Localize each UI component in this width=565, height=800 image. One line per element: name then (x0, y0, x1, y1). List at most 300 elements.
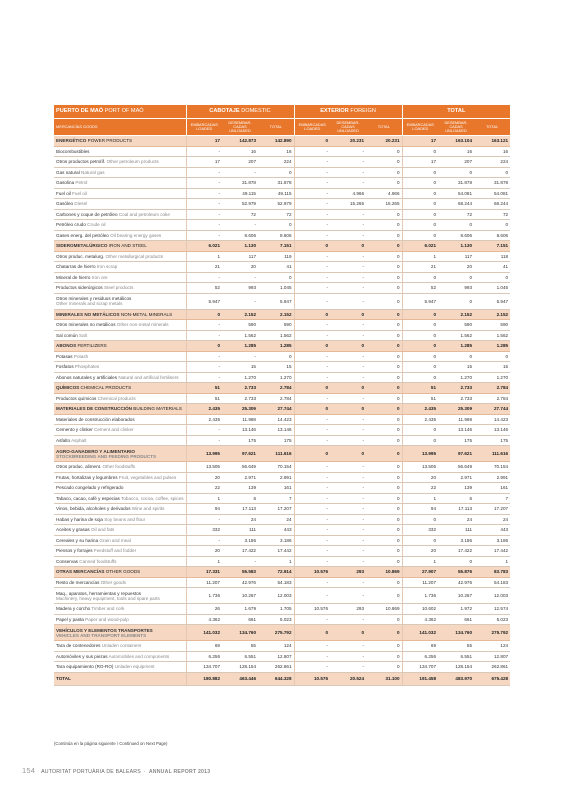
cell-value: 15 (222, 362, 258, 373)
table-row (54, 330, 510, 341)
row-label: Papel y pasta Paper and wood-pulp (54, 614, 186, 625)
table-row (54, 504, 510, 515)
cell-value: - (294, 372, 330, 383)
category-row (54, 383, 510, 394)
cell-value: - (330, 167, 366, 178)
cell-value: 4.362 (186, 614, 222, 625)
cell-value: - (294, 251, 330, 262)
cell-value: 13.146 (438, 425, 474, 436)
cell-value: 207 (438, 157, 474, 168)
cell-value: - (294, 588, 330, 604)
cell-value: 10.267 (438, 588, 474, 604)
row-label: Mineral de hierro Iron ore (54, 272, 186, 283)
cell-value: 6.256 (402, 651, 438, 662)
cell-value: 51 (186, 383, 222, 394)
cell-value: 0 (366, 446, 402, 462)
cell-value: 97.621 (438, 446, 474, 462)
cell-value: 4.966 (330, 188, 366, 199)
cell-value: 142.890 (258, 136, 294, 147)
cell-value: 17 (186, 157, 222, 168)
goods-traffic-table (54, 105, 510, 686)
cell-value: 0 (366, 241, 402, 252)
cell-value: 2.991 (258, 472, 294, 483)
cell-value: 1 (258, 556, 294, 567)
category-row (54, 309, 510, 320)
cell-value: 0 (402, 178, 438, 189)
table-row (54, 588, 510, 604)
cell-value: 0 (366, 425, 402, 436)
cell-value: 0 (366, 641, 402, 652)
cell-value: 55.876 (438, 567, 474, 578)
cell-value: 993 (438, 283, 474, 294)
cell-value: 0 (366, 209, 402, 220)
cell-value: 20 (402, 472, 438, 483)
cell-value: 55 (438, 641, 474, 652)
total-value: 20.524 (330, 672, 366, 685)
cell-value: - (294, 272, 330, 283)
cell-value: 2.991 (474, 472, 510, 483)
cell-value: 262.861 (474, 662, 510, 673)
cell-value: 16 (258, 146, 294, 157)
cell-value: 0 (474, 167, 510, 178)
cell-value: 0 (366, 662, 402, 673)
cell-value: 0 (366, 483, 402, 494)
table-row (54, 546, 510, 557)
row-label: Conservas Canned foodstuffs (54, 556, 186, 567)
cell-value: - (294, 199, 330, 210)
cell-value: 0 (402, 514, 438, 525)
cell-value: 68.244 (474, 199, 510, 210)
cell-value: 1.045 (474, 283, 510, 294)
cell-value: 117 (438, 251, 474, 262)
cell-value: 0 (402, 220, 438, 231)
cell-value: 0 (294, 241, 330, 252)
cell-value: 0 (402, 535, 438, 546)
cell-value: 15.265 (366, 199, 402, 210)
cell-value: - (222, 293, 258, 309)
cell-value: 2.971 (222, 472, 258, 483)
cell-value: 68.244 (438, 199, 474, 210)
cell-value: 0 (438, 167, 474, 178)
cell-value: 2.733 (438, 393, 474, 404)
row-label: Maq., aparatos, herramientas y repuestos Machinery, heavy equipment, tools and spare parts (54, 588, 186, 604)
cell-value: - (186, 230, 222, 241)
cell-value: 2.784 (474, 383, 510, 394)
cell-value: - (330, 556, 366, 567)
cell-value: 49.115 (222, 188, 258, 199)
row-label: Chatarras de hierro Iron scrap (54, 262, 186, 273)
cell-value: 0 (258, 351, 294, 362)
row-label: Gas natural Natural gas (54, 167, 186, 178)
row-label: MATERIALES DE CONSTRUCCIÓN BUILDING MATERIALS (54, 404, 186, 415)
cell-value: 5.947 (402, 293, 438, 309)
cell-value: 1 (402, 251, 438, 262)
cell-value: 1 (186, 493, 222, 504)
cell-value: 17 (402, 157, 438, 168)
cell-value: - (222, 556, 258, 567)
table-row (54, 293, 510, 309)
cell-value: 1.736 (402, 588, 438, 604)
cell-value: 0 (402, 362, 438, 373)
cell-value: - (186, 362, 222, 373)
cell-value: 0 (366, 309, 402, 320)
row-label: Carbones y coque de petróleo Coal and petroleum coke (54, 209, 186, 220)
cell-value: 24 (258, 514, 294, 525)
cell-value: 26 (186, 604, 222, 615)
cell-value: - (186, 188, 222, 199)
cell-value: 17.422 (438, 546, 474, 557)
cell-value: 11.988 (438, 414, 474, 425)
cell-value: - (330, 209, 366, 220)
cell-value: 25.309 (222, 404, 258, 415)
row-label: Frutas, hortalizas y legumbres Fruit, vegetables and pulses (54, 472, 186, 483)
row-label: Materiales de construcción elaborados (54, 414, 186, 425)
cell-value: 293 (330, 567, 366, 578)
table-row (54, 614, 510, 625)
cell-value: - (330, 614, 366, 625)
cell-value: 5.947 (258, 293, 294, 309)
cell-value: 1.130 (222, 241, 258, 252)
cell-value: 7.151 (258, 241, 294, 252)
category-row (54, 625, 510, 641)
cell-value: 6.256 (186, 651, 222, 662)
cell-value: 0 (366, 157, 402, 168)
cell-value: 94 (186, 504, 222, 515)
cell-value: - (330, 230, 366, 241)
cell-value: 993 (222, 283, 258, 294)
cell-value: 1.562 (474, 330, 510, 341)
table-row (54, 525, 510, 536)
group-total: TOTAL (402, 105, 510, 119)
row-label: Biocombustibles (54, 146, 186, 157)
table-row (54, 462, 510, 473)
table-row (54, 577, 510, 588)
cell-value: 83.783 (474, 567, 510, 578)
cell-value: 163.121 (474, 136, 510, 147)
cell-value: 6 (222, 493, 258, 504)
cell-value: 134.707 (402, 662, 438, 673)
cell-value: 224 (258, 157, 294, 168)
cell-value: - (186, 199, 222, 210)
cell-value: 0 (330, 383, 366, 394)
cell-value: - (330, 535, 366, 546)
cell-value: 52 (186, 283, 222, 294)
column-header: DESEMBAR-CADAS UNLOADED (330, 119, 366, 136)
cell-value: 1.285 (222, 341, 258, 352)
cell-value: 332 (186, 525, 222, 536)
cell-value: 94 (402, 504, 438, 515)
cell-value: 54.081 (474, 188, 510, 199)
row-label: SIDEROMETALÚRGICO IRON AND STEEL (54, 241, 186, 252)
cell-value: 0 (366, 614, 402, 625)
cell-value: 42.976 (438, 577, 474, 588)
row-label: AGRO-GANADERO Y ALIMENTARIO STOCKBREEDING AND FEEDING PRODUCTS (54, 446, 186, 462)
cell-value: 2.733 (222, 393, 258, 404)
cell-value: - (294, 293, 330, 309)
table-row (54, 514, 510, 525)
cell-value: 11.207 (402, 577, 438, 588)
table-row (54, 493, 510, 504)
cell-value: 0 (366, 393, 402, 404)
row-label: Resto de mercancías Other goods (54, 577, 186, 588)
cell-value: 54.081 (438, 188, 474, 199)
cell-value: 139 (222, 483, 258, 494)
group-domestic: CABOTAJE DOMESTIC (186, 105, 294, 119)
row-label: OTRAS MERCANCÍAS OTHER GOODS (54, 567, 186, 578)
cell-value: 207 (222, 157, 258, 168)
column-header: TOTAL (366, 119, 402, 136)
cell-value: 1.736 (186, 588, 222, 604)
table-row (54, 157, 510, 168)
cell-value: - (222, 167, 258, 178)
cell-value: - (186, 435, 222, 446)
cell-value: 141.032 (186, 625, 222, 641)
cell-value: 0 (402, 188, 438, 199)
cell-value: 590 (222, 320, 258, 331)
cell-value: - (330, 525, 366, 536)
total-row (54, 672, 510, 685)
cell-value: - (294, 462, 330, 473)
cell-value: 0 (366, 220, 402, 231)
cell-value: - (294, 262, 330, 273)
cell-value: 0 (402, 341, 438, 352)
table-row (54, 641, 510, 652)
cell-value: 17.207 (258, 504, 294, 515)
cell-value: 1.705 (258, 604, 294, 615)
cell-value: 134.760 (438, 625, 474, 641)
cell-value: 0 (402, 309, 438, 320)
cell-value: 128.154 (438, 662, 474, 673)
category-row (54, 567, 510, 578)
cell-value: 0 (438, 220, 474, 231)
cell-value: 17 (186, 136, 222, 147)
cell-value: 0 (294, 446, 330, 462)
cell-value: 12.807 (474, 651, 510, 662)
category-row (54, 341, 510, 352)
cell-value: 17 (402, 136, 438, 147)
cell-value: 2.152 (438, 309, 474, 320)
cell-value: 4.362 (402, 614, 438, 625)
cell-value: 14.423 (474, 414, 510, 425)
cell-value: 443 (258, 525, 294, 536)
cell-value: 134.707 (186, 662, 222, 673)
cell-value: 51 (402, 383, 438, 394)
cell-value: - (330, 393, 366, 404)
cell-value: 17.113 (222, 504, 258, 515)
cell-value: 17.442 (258, 546, 294, 557)
port-title: PUERTO DE MAÓ PORT OF MAÓ (54, 105, 186, 119)
cell-value: - (330, 220, 366, 231)
cell-value: 0 (366, 262, 402, 273)
row-label: Potasas Potash (54, 351, 186, 362)
column-header: EMBARCADAS LOADED (294, 119, 330, 136)
row-label: Aceites y grasas Oil and fats (54, 525, 186, 536)
cell-value: 1.130 (438, 241, 474, 252)
cell-value: 0 (366, 330, 402, 341)
cell-value: - (330, 504, 366, 515)
category-row (54, 404, 510, 415)
cell-value: - (294, 662, 330, 673)
total-value: 675.428 (474, 672, 510, 685)
cell-value: 0 (402, 209, 438, 220)
cell-value: 0 (258, 220, 294, 231)
cell-value: 4.966 (366, 188, 402, 199)
page-number: 154 (22, 766, 36, 775)
cell-value: 0 (402, 330, 438, 341)
cell-value: 55.583 (222, 567, 258, 578)
cell-value: - (186, 320, 222, 331)
cell-value: 3.186 (438, 535, 474, 546)
cell-value: 21 (186, 262, 222, 273)
cell-value: - (330, 641, 366, 652)
total-value: 10.576 (294, 672, 330, 685)
row-label: Gases energ. del petróleo Oil bearing energy gases (54, 230, 186, 241)
cell-value: - (330, 462, 366, 473)
category-row (54, 241, 510, 252)
cell-value: 2.435 (402, 414, 438, 425)
cell-value: 0 (474, 351, 510, 362)
cell-value: 31.878 (222, 178, 258, 189)
cell-value: - (330, 662, 366, 673)
cell-value: 2.733 (222, 383, 258, 394)
cell-value: 24 (222, 514, 258, 525)
cell-value: 72 (438, 209, 474, 220)
cell-value: 0 (330, 446, 366, 462)
cell-value: 0 (366, 462, 402, 473)
cell-value: 0 (438, 272, 474, 283)
cell-value: - (222, 351, 258, 362)
row-label: Productos químicos Chemical products (54, 393, 186, 404)
cell-value: 10.576 (294, 567, 330, 578)
cell-value: 590 (438, 320, 474, 331)
cell-value: 31.878 (258, 178, 294, 189)
page-footer: 154 AUTORITAT PORTUÀRIA DE BALEARS · ANNUAL REPORT 2013 (22, 766, 211, 775)
cell-value: 25.309 (438, 404, 474, 415)
row-label: Piensos y forrajes Feedstuff and fodder (54, 546, 186, 557)
cell-value: 111 (438, 525, 474, 536)
row-label: ABONOS FERTILIZERS (54, 341, 186, 352)
cell-value: 20 (222, 262, 258, 273)
cell-value: 161 (474, 483, 510, 494)
cell-value: - (330, 157, 366, 168)
cell-value: 17.207 (474, 504, 510, 515)
cell-value: - (294, 230, 330, 241)
cell-value: 119 (258, 251, 294, 262)
cell-value: 52 (402, 283, 438, 294)
cell-value: 0 (366, 588, 402, 604)
cell-value: - (294, 362, 330, 373)
cell-value: 293 (330, 604, 366, 615)
cell-value: 0 (366, 493, 402, 504)
cell-value: 111 (222, 525, 258, 536)
cell-value: - (294, 167, 330, 178)
cell-value: 2.971 (438, 472, 474, 483)
cell-value: 7 (258, 493, 294, 504)
cell-value: 20 (186, 546, 222, 557)
cell-value: 11.988 (222, 414, 258, 425)
cell-value: 16 (222, 146, 258, 157)
cell-value: - (294, 330, 330, 341)
cell-value: 0 (294, 404, 330, 415)
cell-value: 0 (366, 372, 402, 383)
cell-value: 16 (438, 146, 474, 157)
cell-value: 55 (222, 641, 258, 652)
cell-value: 661 (438, 614, 474, 625)
table-row (54, 425, 510, 436)
row-label: MINERALES NO METÁLICOS NON-METAL MINERALS (54, 309, 186, 320)
cell-value: - (330, 493, 366, 504)
cell-value: 27.907 (402, 567, 438, 578)
column-header: TOTAL (474, 119, 510, 136)
cell-value: 0 (294, 625, 330, 641)
cell-value: 124 (474, 641, 510, 652)
cell-value: 175 (258, 435, 294, 446)
cell-value: 163.104 (438, 136, 474, 147)
cell-value: 13.146 (222, 425, 258, 436)
cell-value: - (330, 435, 366, 446)
cell-value: 15 (474, 362, 510, 373)
cell-value: 0 (366, 351, 402, 362)
cell-value: 31.878 (438, 178, 474, 189)
row-label: Otros minerales y residuos metálicos Other minerals and scrap metals (54, 293, 186, 309)
cell-value: - (330, 351, 366, 362)
cell-value: 12.807 (258, 651, 294, 662)
row-label: QUÍMICOS CHEMICAL PRODUCTS (54, 383, 186, 394)
cell-value: 1 (186, 556, 222, 567)
cell-value: - (222, 220, 258, 231)
row-label: Otros produc. aliment. Other foodstuffs (54, 462, 186, 473)
column-header: DESEMBAR-CADAS UNLOADED (438, 119, 474, 136)
cell-value: 161 (258, 483, 294, 494)
cell-value: - (294, 556, 330, 567)
table-row (54, 262, 510, 273)
cell-value: 0 (438, 351, 474, 362)
cell-value: 0 (258, 167, 294, 178)
cell-value: 0 (366, 320, 402, 331)
cell-value: 10.869 (366, 604, 402, 615)
cell-value: 0 (366, 146, 402, 157)
cell-value: 8.606 (258, 230, 294, 241)
cell-value: 275.792 (258, 625, 294, 641)
cell-value: 175 (222, 435, 258, 446)
cell-value: 0 (330, 404, 366, 415)
cell-value: - (294, 393, 330, 404)
row-label: Habas y harina de soja Soy beans and flour (54, 514, 186, 525)
cell-value: - (294, 504, 330, 515)
cell-value: 1.285 (474, 341, 510, 352)
cell-value: 5.947 (474, 293, 510, 309)
cell-value: 20 (186, 472, 222, 483)
cell-value: 97.621 (222, 446, 258, 462)
cell-value: - (330, 362, 366, 373)
table-header-groups (54, 105, 510, 119)
report-name: ANNUAL REPORT 2013 (148, 769, 211, 775)
cell-value: - (186, 167, 222, 178)
cell-value: - (294, 525, 330, 536)
cell-value: 0 (366, 546, 402, 557)
cell-value: 0 (366, 251, 402, 262)
cell-value: 0 (366, 556, 402, 567)
cell-value: 7 (474, 493, 510, 504)
cell-value: - (294, 414, 330, 425)
cell-value: - (294, 435, 330, 446)
row-label: Fuel oil Fuel oil (54, 188, 186, 199)
table-row (54, 209, 510, 220)
cell-value: 5.023 (258, 614, 294, 625)
cell-value: 2.435 (402, 404, 438, 415)
cell-value: 1.562 (222, 330, 258, 341)
cell-value: 2.435 (186, 404, 222, 415)
